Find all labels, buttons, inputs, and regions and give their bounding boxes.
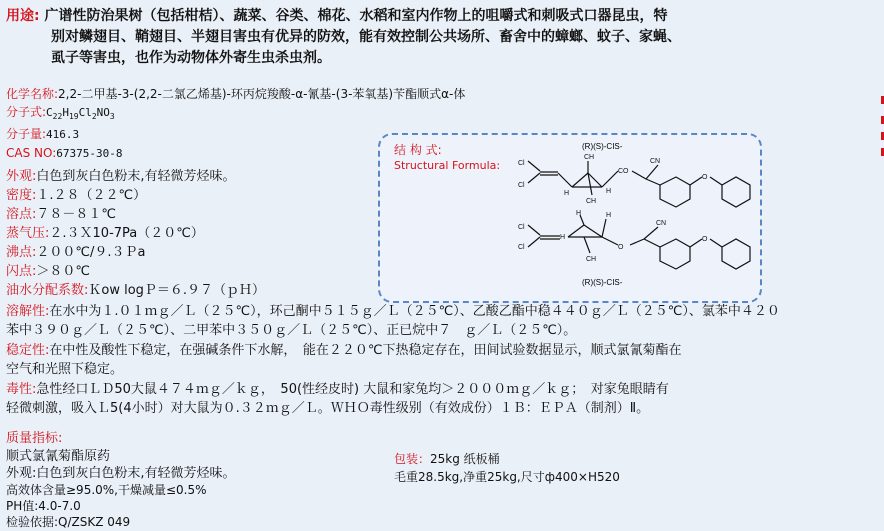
svg-text:CN: CN bbox=[650, 158, 661, 165]
solubility-line-1: 在水中为１.０１ｍｇ／Ｌ（２５℃），环己酮中５１５ｇ／Ｌ（２５℃）、乙酸乙酯中稳４４０ｇ／Ｌ（２５℃）、氯苯中４２０ bbox=[49, 304, 780, 319]
solubility-row bbox=[6, 303, 780, 320]
stability-line-2: 空气和光照下稳定。 bbox=[6, 362, 124, 377]
packing-weight: 毛重28.5kg,净重25kg,尺寸ф400×H520 bbox=[394, 470, 620, 484]
packing-row bbox=[394, 451, 500, 468]
melting-row bbox=[6, 206, 116, 223]
stability-label: 稳定性: bbox=[6, 343, 50, 358]
svg-text:Cl: Cl bbox=[518, 160, 525, 167]
melting-value: ７８－８１℃ bbox=[36, 207, 116, 222]
cas-value: 67375-30-8 bbox=[56, 147, 123, 160]
svg-text:Cl: Cl bbox=[518, 182, 525, 189]
usage-label: 用途: bbox=[6, 8, 40, 24]
svg-text:Cl: Cl bbox=[518, 224, 525, 231]
stability-row bbox=[6, 342, 682, 359]
quality-line-3: 高效体含量≥95.0%,干燥减量≤0.5% bbox=[6, 483, 207, 497]
usage-line-3: 虱子等害虫，也作为动物体外寄生虫杀虫剂。 bbox=[51, 50, 331, 66]
formula-value: $C_{22}H_{19}Cl_2NO_3$ bbox=[46, 106, 115, 122]
svg-text:H: H bbox=[606, 188, 612, 195]
boiling-value: ２００℃/９.３Ｐa bbox=[36, 245, 146, 260]
quality-line-5: 检验依据:Q/ZSKZ 049 bbox=[6, 515, 131, 529]
structure-bottom-label: (R)(S)-CIS- bbox=[582, 278, 623, 287]
structural-formula-diagram bbox=[380, 135, 756, 297]
quality-line-1: 顺式氯氰菊酯原药 bbox=[6, 449, 111, 464]
flash-value: ＞８０℃ bbox=[36, 264, 90, 279]
usage-line-2: 别对鳞翅目、鞘翅目、半翅目害虫有优异的防效，能有效控制公共场所、畜舍中的蟑螂、蚊子、家蝇、 bbox=[51, 29, 681, 45]
toxicity-row bbox=[6, 381, 669, 398]
appearance-row bbox=[6, 168, 236, 185]
svg-text:Cl: Cl bbox=[518, 244, 525, 251]
flash-row bbox=[6, 263, 90, 280]
cas-label: CAS NO: bbox=[6, 146, 57, 160]
chem-name-value: 2,2-二甲基-3-(2,2-二氯乙烯基)-环丙烷羧酸-α-氰基-(3-苯氧基)苄酯顺式α-体 bbox=[58, 87, 466, 101]
quality-label: 质量指标: bbox=[6, 431, 63, 446]
cas-row bbox=[6, 145, 123, 162]
structure-title: 结 构 式: bbox=[394, 143, 442, 157]
svg-text:H: H bbox=[560, 234, 566, 241]
density-value: １.２８（２２℃） bbox=[36, 188, 147, 203]
toxicity-label: 毒性: bbox=[6, 382, 37, 397]
vapor-label: 蒸气压: bbox=[6, 226, 50, 241]
vapor-value: ２.３Ｘ10-7Pa（２０℃） bbox=[49, 226, 204, 241]
chem-name-label: 化学名称: bbox=[6, 87, 59, 101]
structure-top-label: (R)(S)-CIS- bbox=[582, 142, 623, 151]
svg-text:O: O bbox=[702, 174, 708, 181]
svg-text:O: O bbox=[702, 236, 708, 243]
svg-text:CN: CN bbox=[656, 220, 667, 227]
svg-text:H: H bbox=[576, 210, 582, 217]
toxicity-line-1: 急性经口ＬＤ50大鼠４７４ｍｇ／ｋｇ， 50(性经皮时) 大鼠和家兔均＞２０００ｍｇ／ｋｇ； 对家兔眼睛有 bbox=[36, 382, 669, 397]
quality-line-2: 外观:白色到灰白色粉末,有轻微芳烃味。 bbox=[6, 466, 236, 481]
svg-text:O: O bbox=[618, 244, 624, 251]
svg-text:H: H bbox=[606, 212, 612, 219]
flash-label: 闪点: bbox=[6, 264, 37, 279]
solubility-label: 溶解性: bbox=[6, 304, 50, 319]
svg-text:CH: CH bbox=[584, 154, 595, 161]
mol-weight-row bbox=[6, 126, 79, 143]
svg-text:CH: CH bbox=[586, 198, 597, 205]
appearance-label: 外观: bbox=[6, 169, 37, 184]
usage-section bbox=[6, 6, 667, 27]
boiling-row bbox=[6, 244, 145, 261]
partition-row bbox=[6, 282, 265, 299]
appearance-value: 白色到灰白色粉末,有轻微芳烃味。 bbox=[36, 169, 236, 184]
usage-line-1: 广谱性防治果树（包括柑桔）、蔬菜、谷类、棉花、水稻和室内作物上的咀嚼式和刺吸式口器昆虫，特 bbox=[44, 8, 668, 24]
mol-weight-label: 分子量: bbox=[6, 127, 47, 141]
solubility-line-2: 苯中３９０ｇ／Ｌ（２５℃）、二甲苯中３５０ｇ／Ｌ（２５℃）、正已烷中７ ｇ／Ｌ（２５℃）。 bbox=[6, 323, 577, 338]
toxicity-line-2: 轻微刺激，吸入Ｌ5(4小时）对大鼠为０.３２ｍｇ／Ｌ。ＷＨＯ毒性级别（有效成份）１Ｂ：ＥＰＡ（制剂）Ⅱ。 bbox=[6, 401, 650, 416]
quality-line-4: PH值:4.0-7.0 bbox=[6, 499, 81, 513]
melting-label: 溶点: bbox=[6, 207, 37, 222]
packing-label: 包装： bbox=[394, 452, 431, 466]
formula-row bbox=[6, 104, 115, 125]
svg-text:CH: CH bbox=[586, 256, 597, 263]
structure-box bbox=[378, 133, 762, 303]
partition-value: Ｋow logＰ＝６.９７（ｐＨ） bbox=[88, 283, 266, 298]
partition-label: 油水分配系数: bbox=[6, 283, 89, 298]
stability-line-1: 在中性及酸性下稳定，在强碱条件下水解， 能在２２０℃下热稳定存在，田间试验数据显示，顺式氯氰菊酯在 bbox=[49, 343, 682, 358]
mol-weight-value: 416.3 bbox=[46, 128, 80, 141]
boiling-label: 沸点: bbox=[6, 245, 37, 260]
vapor-row bbox=[6, 225, 204, 242]
density-label: 密度: bbox=[6, 188, 37, 203]
svg-text:H: H bbox=[564, 190, 570, 197]
svg-text:CO: CO bbox=[618, 168, 629, 175]
formula-label: 分子式: bbox=[6, 105, 47, 119]
density-row bbox=[6, 187, 146, 204]
chem-name-row bbox=[6, 86, 465, 103]
packing-value: 25kg 纸板桶 bbox=[430, 452, 500, 466]
structure-title-en: Structural Formula: bbox=[394, 159, 501, 172]
